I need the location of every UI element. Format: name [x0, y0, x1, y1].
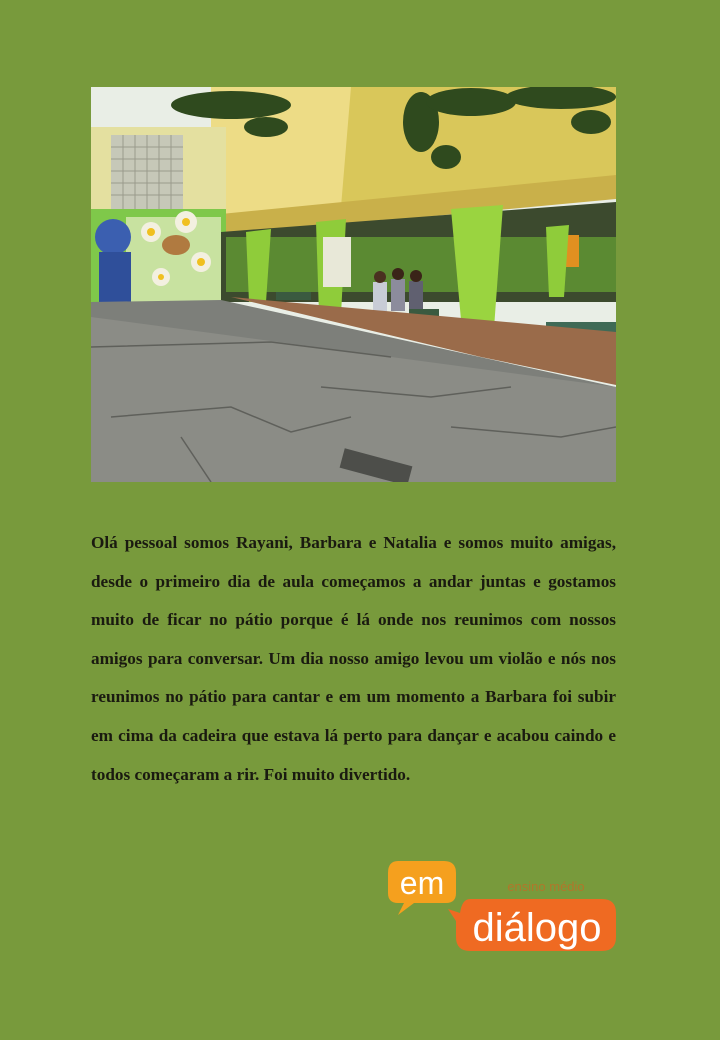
logo-dialogo-text: diálogo: [472, 906, 602, 950]
courtyard-photo: [91, 87, 616, 482]
story-text: Olá pessoal somos Rayani, Barbara e Natalia e somos muito amigas, desde o primeiro dia de aula começamos a andar juntas e gostamos muito de ficar no pátio porque é lá onde nos reunimos com nossos amigos para conversar. Um dia nosso amigo levou um violão e nós nos reunimos no pátio para cantar e em um momento a Barbara foi subir em cima da cadeira que estava lá perto para dançar e acabou caindo e todos começaram a rir. Foi muito divertido.: [91, 533, 616, 784]
logo-tagline-text: ensino médio: [507, 879, 585, 894]
logo-em-text: em: [399, 865, 445, 901]
em-dialogo-logo: [386, 857, 618, 955]
